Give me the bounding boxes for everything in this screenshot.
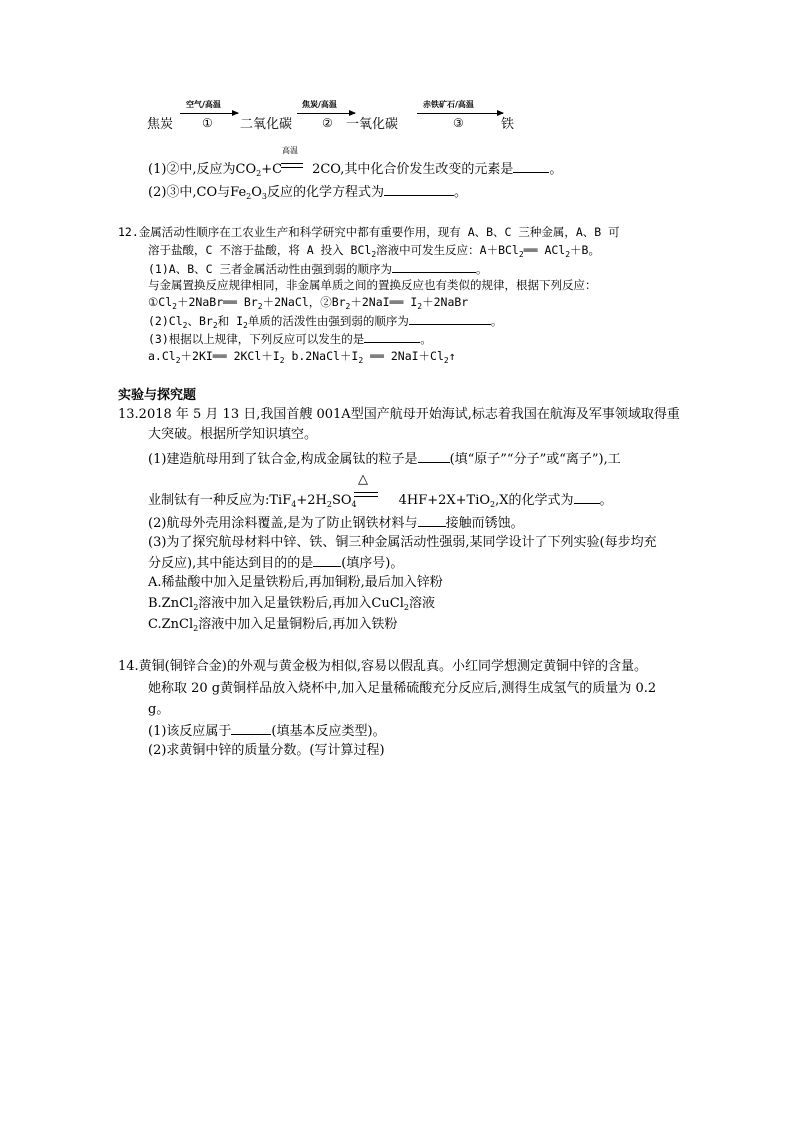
flow-condition-3: 赤铁矿石/高温 xyxy=(423,100,474,109)
q14-part2: (2)求黄铜中锌的质量分数。(写计算过程) xyxy=(148,743,385,758)
flow-arrow-3 xyxy=(417,113,503,114)
q13-option-b: B.ZnCl$_2$溶液中加入足量铁粉后,再加入CuCl$_2$溶液 xyxy=(148,596,435,612)
answer-blank[interactable] xyxy=(313,554,341,567)
flow-node-co2: 二氧化碳 xyxy=(240,117,293,132)
flow-node-coke: 焦炭 xyxy=(147,117,174,132)
q13-part2: (2)航母外壳用涂料覆盖,是为了防止钢铁材料与 接触而锈蚀。 xyxy=(148,516,524,531)
q13-part1: (1)建造航母用到了钛合金,构成金属钛的粒子是 (填“原子”“分子”或“离子”),工 xyxy=(148,452,621,467)
answer-blank[interactable] xyxy=(574,491,600,504)
q13-part3-line1: (3)为了探究航母材料中锌、铁、铜三种金属活动性强弱,某同学设计了下列实验(每步均充 xyxy=(148,535,657,550)
section-heading: 实验与探究题 xyxy=(118,388,197,403)
q12-part3: (3)根据以上规律，下列反应可以发生的是 。 xyxy=(148,332,432,346)
flow-step-2: ② xyxy=(322,116,333,130)
q12-stem-line2: 溶于盐酸，C 不溶于盐酸，将 A 投入 BCl$_2$溶液中可发生反应：A＋BCl$_2$══ ACl$_2$＋B。 xyxy=(148,243,600,259)
reaction-condition: 高温 xyxy=(282,146,298,155)
flow-condition-1: 空气/高温 xyxy=(186,100,221,109)
flow-step-1: ① xyxy=(202,116,213,130)
q11-part1: (1)②中,反应为$CO_2+C$ 2CO,其中化合价发生改变的元素是 。 xyxy=(148,162,563,178)
q14-stem-line2: 她称取 20 g黄铜样品放入烧杯中,加入足量稀硫酸充分反应后,测得生成氢气的质量为 0.2 xyxy=(148,681,657,696)
q14-stem-line3: g。 xyxy=(148,702,170,717)
answer-blank[interactable] xyxy=(384,183,454,196)
answer-blank[interactable] xyxy=(364,330,420,343)
answer-blank[interactable] xyxy=(418,514,446,527)
heat-symbol: △ xyxy=(358,472,368,487)
flow-arrow-1 xyxy=(180,113,238,114)
answer-blank[interactable] xyxy=(513,160,549,173)
q13-stem-line2: 大突破。根据所学知识填空。 xyxy=(148,427,318,442)
answer-blank[interactable] xyxy=(418,450,450,463)
q11-part2: (2)③中,CO与$Fe_2O_3$反应的化学方程式为 。 xyxy=(148,185,468,201)
q12-rule-text: 与金属置换反应规律相同，非金属单质之间的置换反应也有类似的规律，根据下列反应： xyxy=(148,278,597,292)
q13-reaction: 业制钛有一种反应为$:TiF_4+2H_2SO_4$ 4HF+2X+TiO$_2$,X的化学式为 。 xyxy=(148,493,613,509)
q12-stem-line1: 12.金属活动性顺序在工农业生产和科学研究中都有重要作用，现有 A、B、C 三种金属，A、B 可 xyxy=(118,225,620,239)
q13-stem-line1: 13.2018 年 5 月 13 日,我国首艘 001A型国产航母开始海试,标志着我国在航海及军事领域取得重 xyxy=(118,407,680,422)
q14-stem-line1: 14.黄铜(铜锌合金)的外观与黄金极为相似,容易以假乱真。小红同学想测定黄铜中锌的含量。 xyxy=(118,659,647,674)
flow-step-3: ③ xyxy=(453,116,464,130)
reaction-equals-sign xyxy=(281,163,303,168)
answer-blank[interactable] xyxy=(392,260,476,273)
q13-part3-line2: 分反应),其中能达到目的的是 (填序号)。 xyxy=(148,556,404,571)
q13-option-c: C.ZnCl$_2$溶液中加入足量铜粉后,再加入铁粉 xyxy=(148,617,398,633)
answer-blank[interactable] xyxy=(409,312,491,325)
answer-blank[interactable] xyxy=(231,722,271,735)
q14-part1: (1)该反应属于 (填基本反应类型)。 xyxy=(148,724,386,739)
q12-part1: (1)A、B、C 三者金属活动性由强到弱的顺序为 。 xyxy=(148,262,488,276)
reaction-equals-sign xyxy=(354,492,378,497)
flow-node-iron: 铁 xyxy=(501,117,515,132)
q12-reactions: $①Cl_2+2NaBr══$ $Br_2+2NaCl$，$②Br_2+2NaI══$ $I_2+2NaBr$ xyxy=(148,295,469,311)
flow-node-co: 一氧化碳 xyxy=(346,117,399,132)
flow-condition-2: 焦炭/高温 xyxy=(302,100,337,109)
flow-arrow-2 xyxy=(297,113,355,114)
q13-option-a: A.稀盐酸中加入足量铁粉后,再加铜粉,最后加入锌粉 xyxy=(148,575,443,590)
q12-part2: $(2)Cl_2$、$Br_2$和 $I_2$单质的活泼性由强到弱的顺序为 。 xyxy=(148,314,503,330)
q12-options: $a.Cl_2+2KI══$ $2KCl+I_2$ $b.2NaCl+I_2$ ══ $2NaI+Cl_2↑$ xyxy=(148,349,456,365)
